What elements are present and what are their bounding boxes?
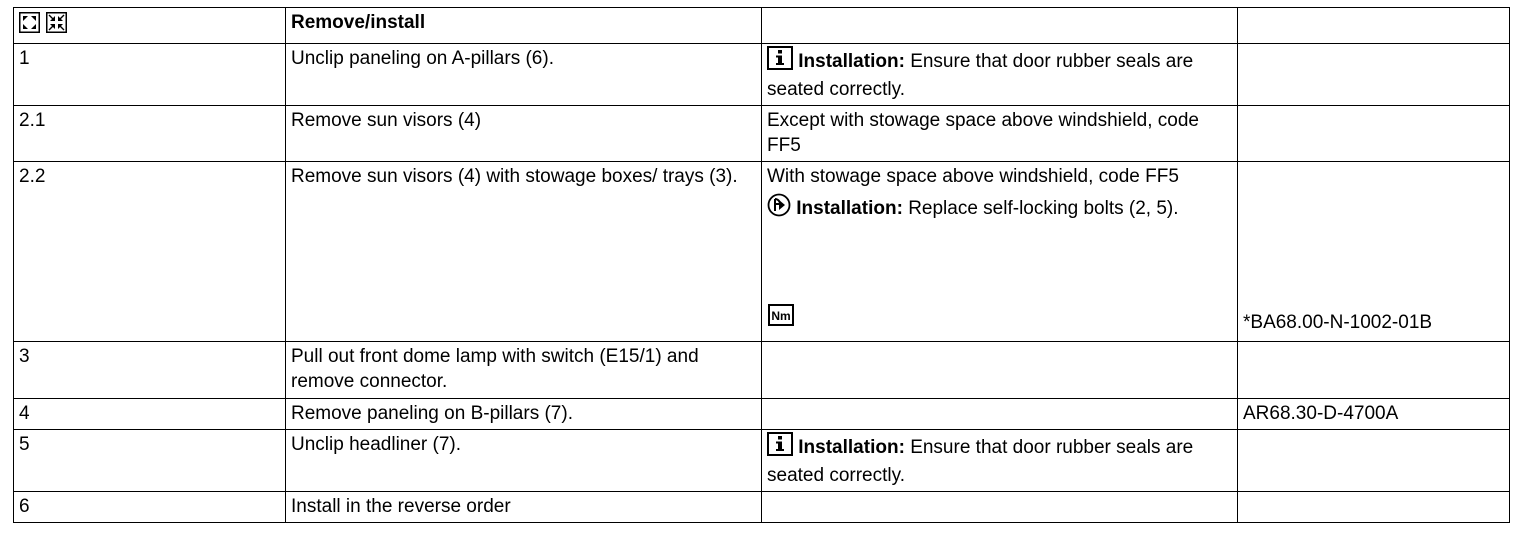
step-reference	[1238, 399, 1510, 430]
header-empty-3	[762, 8, 1238, 44]
table-row	[14, 492, 1510, 523]
step-number: 1	[14, 44, 286, 106]
step-action: Remove sun visors (4)	[286, 106, 762, 162]
step-action: Pull out front dome lamp with switch (E15/1) and remove connector.	[286, 342, 762, 399]
expand-icon[interactable]	[19, 12, 40, 40]
table-row	[14, 342, 1510, 399]
header-empty-4	[1238, 8, 1510, 44]
step-reference	[1238, 430, 1510, 492]
svg-text:Nm: Nm	[771, 309, 791, 323]
step-note	[762, 44, 1238, 106]
step-action: Unclip headliner (7).	[286, 430, 762, 492]
document-link[interactable]: AR68.30-D-4700A	[1243, 403, 1399, 424]
step-action: Install in the reverse order	[286, 492, 762, 523]
installation-text: Ensure that door rubber seals are seated correctly.	[767, 51, 1194, 100]
installation-label: Installation:	[798, 51, 905, 72]
installation-label: Installation:	[798, 437, 905, 458]
step-note	[762, 399, 1238, 430]
installation-text: Ensure that door rubber seals are seated correctly.	[767, 437, 1194, 486]
table-header-row	[14, 8, 1510, 44]
torque-icon[interactable]	[768, 304, 794, 333]
step-note	[762, 430, 1238, 492]
step-reference	[1238, 162, 1510, 342]
table-row	[14, 106, 1510, 162]
step-number: 5	[14, 430, 286, 492]
step-action: Remove paneling on B-pillars (7).	[286, 399, 762, 430]
header-remove-install: Remove/install	[286, 8, 762, 44]
table-row	[14, 162, 1510, 342]
info-icon	[767, 46, 793, 77]
collapse-icon[interactable]	[46, 12, 67, 40]
step-reference	[1238, 44, 1510, 106]
table-row	[14, 430, 1510, 492]
step-number: 3	[14, 342, 286, 399]
step-note	[762, 342, 1238, 399]
condition-text: With stowage space above windshield, code FF5	[767, 166, 1179, 187]
replace-icon	[767, 193, 791, 224]
step-number: 2.2	[14, 162, 286, 342]
table-row	[14, 44, 1510, 106]
step-note	[762, 162, 1238, 342]
step-note	[762, 492, 1238, 523]
document-link[interactable]: *BA68.00-N-1002-01B	[1243, 312, 1433, 333]
installation-label: Installation:	[796, 198, 903, 219]
step-number: 4	[14, 399, 286, 430]
table-row	[14, 399, 1510, 430]
step-action: Unclip paneling on A-pillars (6).	[286, 44, 762, 106]
installation-note	[767, 193, 1232, 224]
procedure-table	[13, 7, 1510, 523]
step-number: 6	[14, 492, 286, 523]
step-action: Remove sun visors (4) with stowage boxes/ trays (3).	[286, 162, 762, 342]
header-icons-cell	[14, 8, 286, 44]
step-reference	[1238, 492, 1510, 523]
step-reference	[1238, 342, 1510, 399]
step-reference	[1238, 106, 1510, 162]
installation-text: Replace self-locking bolts (2, 5).	[908, 198, 1179, 219]
step-note: Except with stowage space above windshield, code FF5	[762, 106, 1238, 162]
info-icon	[767, 432, 793, 463]
step-number: 2.1	[14, 106, 286, 162]
